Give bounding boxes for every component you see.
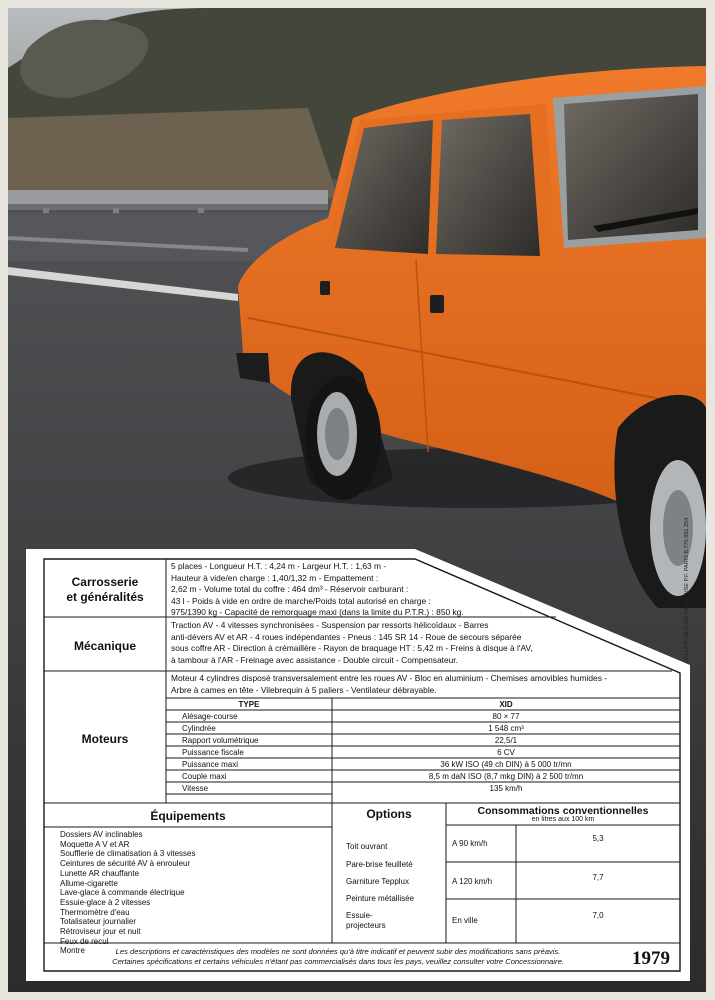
- footer-disclaimer: Les descriptions et caractéristiques des modèles ne sont données qu'à titre indicatif et peuvent subir des modifications sans préavis. Certaines spécifications et certains véhicules n'étant pas commercialisés dans tous les pays, veuillez consulter votre Concessionnaire.: [112, 947, 564, 966]
- list-item: Moquette A V et AR: [60, 839, 130, 849]
- conso-label-120: A 120 km/h: [452, 877, 493, 886]
- equipements-list: [60, 830, 195, 956]
- row-value-puissance-maxi: 36 kW ISO (49 ch DIN) à 5 000 tr/mn: [440, 760, 572, 769]
- row-label-cylindree: Cylindrée: [182, 724, 216, 733]
- consommations-title: Consommations conventionnelles: [477, 805, 649, 817]
- option-projecteurs: projecteurs: [346, 921, 386, 930]
- options-title: Options: [366, 807, 412, 821]
- col-header-xid: XID: [499, 700, 513, 709]
- row-value-cylindree: 1 548 cm³: [488, 724, 524, 733]
- option-pare-brise: Pare-brise feuilleté: [346, 860, 413, 869]
- consommations-subtitle: en litres aux 100 km: [531, 816, 595, 823]
- option-peinture: Peinture métallisée: [346, 894, 415, 903]
- conso-label-ville: En ville: [452, 916, 478, 925]
- option-toit-ouvrant: Toit ouvrant: [346, 842, 388, 851]
- list-item: Dossiers AV inclinables: [60, 830, 143, 839]
- row-label-puissance-maxi: Puissance maxi: [182, 760, 239, 769]
- list-item: Totalisateur journalier: [60, 917, 137, 927]
- conso-value-90: 5,3: [592, 834, 604, 843]
- spec-sheet: [26, 549, 690, 981]
- list-item: Feux de recul: [60, 936, 109, 946]
- row-label-couple: Couple maxi: [182, 772, 227, 781]
- list-item: Soufflerie de climatisation à 3 vitesses: [60, 849, 196, 859]
- conso-label-90: A 90 km/h: [452, 839, 488, 848]
- list-item: Thermomètre d'eau: [60, 907, 130, 917]
- section-label-carrosserie: Carrosserie et généralités: [66, 575, 144, 604]
- row-value-puissance-fiscale: 6 CV: [497, 748, 515, 757]
- list-item: Montre: [60, 946, 85, 956]
- equipements-title: Équipements: [150, 809, 226, 823]
- row-label-puissance-fiscale: Puissance fiscale: [182, 748, 244, 757]
- list-item: Essuie-glace à 2 vitesses: [60, 897, 151, 907]
- row-value-rapport: 22,5/1: [494, 736, 518, 745]
- section-label-moteurs: Moteurs: [81, 732, 129, 746]
- carrosserie-text: 5 places - Longueur H.T. : 4,24 m - Largeur H.T. : 1,63 m - Hauteur à vide/en charge : 1,40/1,32 m - Empattement : 2,62 m - Volume total du coffre : 464 dm³ - Réservoir carburant : 43 l - Poids à vide en ordre de marche/Poids total autorisé en charge : 975/1390 kg - Capacité de remorquage maxi (dans la limite du P.T.R.) : 850 kg.: [171, 561, 464, 618]
- row-value-vitesse: 135 km/h: [489, 784, 523, 793]
- moteurs-text: Moteur 4 cylindres disposé transversalement entre les roues AV - Bloc en aluminium - Chemises amovibles humides - Arbre à cames en tête - Vilebrequin à 5 paliers - Ventilateur débrayable.: [171, 673, 607, 695]
- row-value-alesage: 80 × 77: [492, 712, 520, 721]
- row-value-couple: 8,5 m daN ISO (8,7 mkg DIN) à 2 500 tr/mn: [428, 772, 584, 781]
- row-label-vitesse: Vitesse: [182, 784, 209, 793]
- row-label-alesage: Alésage-course: [182, 712, 238, 721]
- conso-value-120: 7,7: [592, 873, 604, 882]
- section-label-mecanique: Mécanique: [73, 639, 136, 653]
- conso-value-ville: 7,0: [592, 911, 604, 920]
- footer-year: 1979: [632, 948, 670, 969]
- col-header-type: TYPE: [238, 700, 260, 709]
- row-label-rapport: Rapport volumétrique: [182, 736, 259, 745]
- list-item: Allume-cigarette: [60, 878, 118, 888]
- option-essuie: Essuie-: [346, 911, 373, 920]
- imprint-text: IMPRIMÉ EN FRANCE - ÉDITION LA PUBLICITÉ FRANÇAISE P.F. PARIS B 775 851 254: [684, 517, 690, 738]
- list-item: Rétroviseur jour et nuit: [60, 927, 141, 937]
- list-item: Lunette AR chauffante: [60, 868, 140, 878]
- option-garniture: Garniture Tepplux: [346, 877, 409, 886]
- list-item: Lave-glace à commande électrique: [60, 888, 185, 898]
- mecanique-text: Traction AV - 4 vitesses synchronisées - Suspension par ressorts hélicoïdaux - Barres anti-dévers AV et AR - 4 roues indépendantes - Pneus : 145 SR 14 - Roue de secours séparée sous coffre AR - Direction à crémaillère - Rayon de braquage HT : 5,42 m - Freins à disque à l'AV, à tambour à l'AR - Freinage avec assistance - Double circuit - Compensateur.: [171, 620, 533, 665]
- list-item: Ceintures de sécurité AV à enrouleur: [60, 859, 191, 869]
